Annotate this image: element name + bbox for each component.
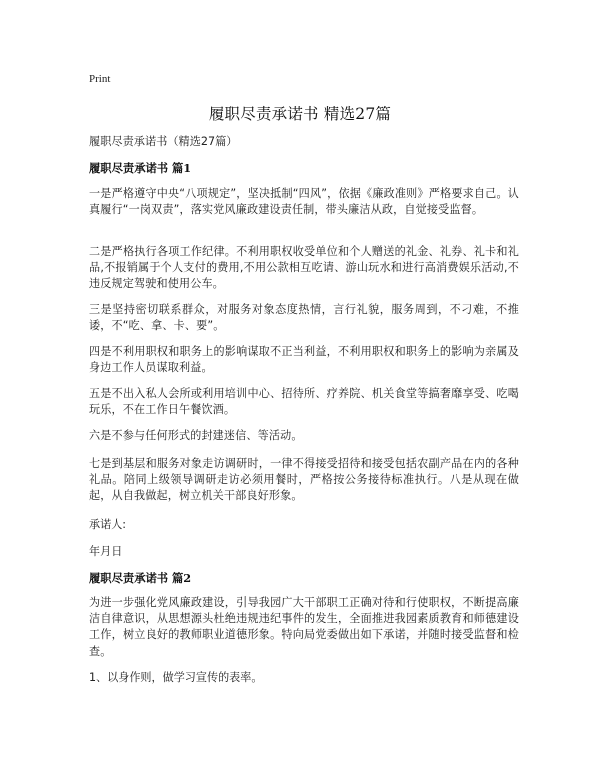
page-title: 履职尽责承诺书 精选27篇 (208, 105, 392, 123)
paragraph-2: 二是严格执行各项工作纪律。不利用职权收受单位和个人赠送的礼金、礼券、礼卡和礼品,不报销属于个人支付的费用,不用公款相互吃请、游山玩水和进行高消费娱乐活动,不违反规定驾驶和使用公车。 (89, 245, 519, 291)
paragraph-1: 一是严格遵守中央“八项规定”，坚决抵制“四风”，依据《廉政准则》严格要求自己。认真履行“一岗双责”，落实党风廉政建设责任制，带头廉洁从政，自觉接受监督。 (89, 187, 519, 217)
document-subtitle: 履职尽责承诺书（精选27篇） (89, 135, 238, 148)
section-heading-2: 履职尽责承诺书 篇2 (89, 571, 192, 585)
paragraph-7: 七是到基层和服务对象走访调研时，一律不得接受招待和接受包括农副产品在内的各种礼品。陪同上级领导调研走访必须用餐时，严格按公务接待标准执行。八是从现在做起，从自我做起，树立机关干部良好形象。 (89, 457, 519, 503)
paragraph-6: 六是不参与任何形式的封建迷信、等活动。 (89, 429, 303, 442)
paragraph-4: 四是不利用职权和职务上的影响谋取不正当利益，不利用职权和职务上的影响为亲属及身边工作人员谋取利益。 (89, 345, 519, 375)
paragraph-3: 三是坚持密切联系群众，对服务对象态度热情，言行礼貌，服务周到，不刁难，不推诿，不“吃、拿、卡、要”。 (89, 303, 519, 333)
signer-label: 承诺人: (89, 518, 127, 531)
paragraph-8: 为进一步强化党风廉政建设，引导我园广大干部职工正确对待和行使职权，不断提高廉洁自律意识，从思想源头杜绝违规违纪事件的发生，全面推进我园素质教育和师德建设工作，树立良好的教师职业道德形象。特向局党委做出如下承诺，并随时接受监督和检查。 (89, 596, 519, 658)
section-heading-1: 履职尽责承诺书 篇1 (89, 161, 192, 175)
date-label: 年月日 (89, 545, 123, 558)
paragraph-5: 五是不出入私人会所或利用培训中心、招待所、疗养院、机关食堂等搞奢靡享受、吃喝玩乐，不在工作日午餐饮酒。 (89, 387, 519, 417)
print-label[interactable]: Print (89, 73, 111, 85)
paragraph-9: 1、以身作则，做学习宣传的表率。 (89, 671, 263, 684)
